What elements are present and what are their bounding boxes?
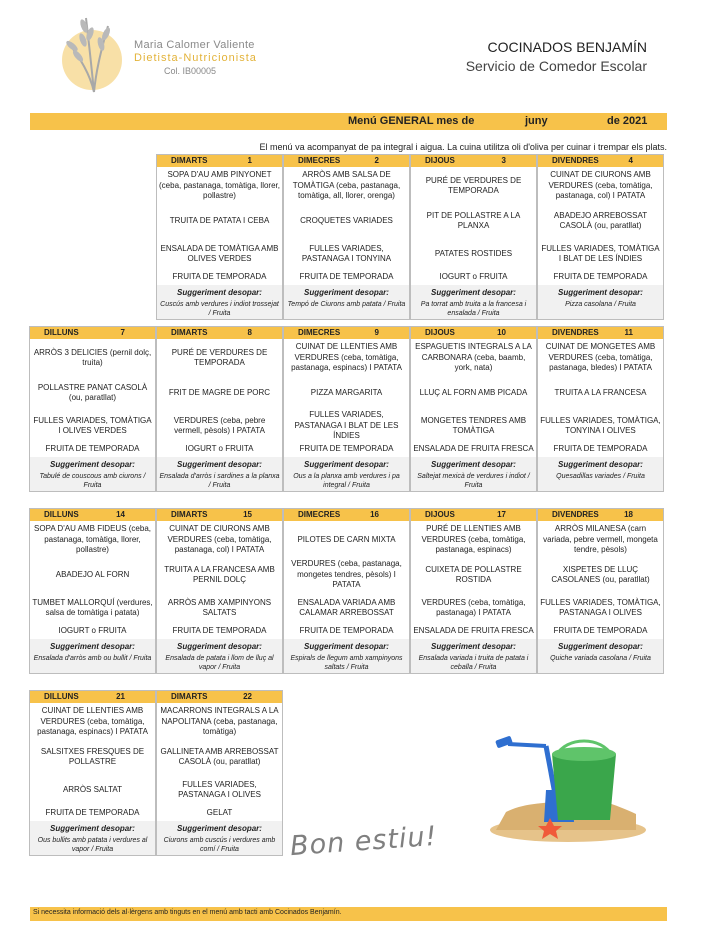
day-date: 17 bbox=[497, 510, 506, 519]
day-cell bbox=[157, 155, 282, 319]
dessert: FRUITA DE TEMPORADA bbox=[553, 443, 648, 453]
day-name: DIMECRES bbox=[298, 156, 341, 165]
day-date: 1 bbox=[247, 156, 252, 165]
dinner-suggestion-label: Suggeriment desopar: bbox=[431, 460, 516, 469]
dinner-suggestion-text: Cuscús amb verdures i indiot trossejat / Fruita bbox=[160, 301, 279, 317]
dinner-suggestion-label: Suggeriment desopar: bbox=[304, 642, 389, 651]
dessert: IOGURT o FRUITA bbox=[58, 625, 127, 635]
day-cell bbox=[284, 155, 409, 319]
dinner-suggestion-label: Suggeriment desopar: bbox=[50, 642, 135, 651]
menu-month: juny bbox=[525, 115, 548, 127]
dinner-suggestion-label: Suggeriment desopar: bbox=[177, 642, 262, 651]
company-service: Servicio de Comedor Escolar bbox=[465, 58, 647, 74]
side-dish: ARRÒS AMB XAMPINYONS SALTATS bbox=[167, 597, 272, 617]
dinner-suggestion-label: Suggeriment desopar: bbox=[558, 288, 643, 297]
dinner-suggestion bbox=[411, 457, 536, 491]
day-date: 16 bbox=[370, 510, 379, 519]
side-dish: FULLES VARIADES, TOMÀTIGA, PASTANAGA I OLIVES bbox=[540, 597, 661, 617]
day-cell bbox=[538, 155, 663, 319]
dessert: FRUITA DE TEMPORADA bbox=[172, 625, 267, 635]
first-course: PILOTES DE CARN MIXTA bbox=[297, 534, 396, 544]
dinner-suggestion-text: Ous a la planxa amb verdures i pa integral / Fruita bbox=[293, 473, 400, 489]
day-header bbox=[538, 509, 663, 521]
day-date: 21 bbox=[116, 692, 125, 701]
dinner-suggestion-text: Ensalada d'arròs i sardines a la planxa / Fruita bbox=[159, 473, 280, 489]
side-dish: FULLES VARIADES, PASTANAGA I TONYINA bbox=[301, 243, 392, 263]
day-date: 7 bbox=[120, 328, 125, 337]
day-name: DILLUNS bbox=[44, 510, 79, 519]
first-course: PURÉ DE VERDURES DE TEMPORADA bbox=[425, 175, 522, 195]
dessert: ENSALADA DE FRUITA FRESCA bbox=[413, 443, 534, 453]
first-course: SOPA D'AU AMB FIDEUS (ceba, pastanaga, tomàtiga, llorer, pollastre) bbox=[34, 524, 151, 555]
second-course: LLUÇ AL FORN AMB PICADA bbox=[419, 387, 528, 397]
day-header bbox=[411, 509, 536, 521]
day-cell bbox=[538, 509, 663, 673]
dessert: FRUITA DE TEMPORADA bbox=[553, 625, 648, 635]
side-dish: FULLES VARIADES, TOMÀTIGA, TONYINA I OLIVES bbox=[540, 415, 661, 435]
second-course: CROQUETES VARIADES bbox=[300, 215, 393, 225]
dinner-suggestion-text: Tempó de Ciurons amb patata / Fruita bbox=[287, 301, 406, 308]
dinner-suggestion-text: Ensalada variada i truita de patata i ceballa / Fruita bbox=[418, 655, 529, 671]
side-dish: FULLES VARIADES, TOMÀTIGA I BLAT DE LES ÍNDIES bbox=[541, 243, 660, 263]
first-course: CUINAT DE CIURONS AMB VERDURES (ceba, tomàtiga, pastanaga, col) I PATATA bbox=[548, 170, 653, 201]
day-header bbox=[538, 327, 663, 339]
dessert: GELAT bbox=[206, 807, 233, 817]
logo-college: Col. IB00005 bbox=[164, 66, 217, 76]
dessert: FRUITA DE TEMPORADA bbox=[45, 807, 140, 817]
second-course: FRIT DE MAGRE DE PORC bbox=[168, 387, 271, 397]
second-course: TRUITA DE PATATA I CEBA bbox=[169, 215, 270, 225]
day-name: DILLUNS bbox=[44, 692, 79, 701]
dinner-suggestion bbox=[157, 821, 282, 855]
dinner-suggestion-text: Espirals de llegum amb xampinyons saltats / Fruita bbox=[290, 655, 403, 671]
dessert: FRUITA DE TEMPORADA bbox=[299, 443, 394, 453]
day-name: DIJOUS bbox=[425, 510, 455, 519]
second-course: VERDURES (ceba, pastanaga, mongetes tendres, pèsols) I PATATA bbox=[291, 559, 402, 590]
day-cell bbox=[30, 509, 155, 673]
day-cell bbox=[411, 327, 536, 491]
first-course: ARRÒS MILANESA (carn variada, pebre vermell, mongeta tendre, pèsols) bbox=[543, 524, 658, 555]
dinner-suggestion bbox=[157, 457, 282, 491]
day-header bbox=[157, 155, 282, 167]
day-header bbox=[30, 691, 155, 703]
dessert: FRUITA DE TEMPORADA bbox=[299, 625, 394, 635]
first-course: SOPA D'AU AMB PINYONET (ceba, pastanaga, tomàtiga, llorer, pollastre) bbox=[159, 170, 280, 201]
day-cell bbox=[284, 327, 409, 491]
logo-name: Maria Calomer Valiente bbox=[134, 39, 255, 51]
dinner-suggestion-text: Tabulé de couscous amb ciurons / Fruita bbox=[39, 473, 146, 489]
beach-bucket-icon bbox=[486, 734, 646, 844]
dessert: FRUITA DE TEMPORADA bbox=[299, 271, 394, 281]
side-dish: MONGETES TENDRES AMB TOMÀTIGA bbox=[420, 415, 527, 435]
day-header bbox=[284, 327, 409, 339]
day-name: DIMARTS bbox=[171, 510, 208, 519]
second-course: TRUITA A LA FRANCESA AMB PERNIL DOLÇ bbox=[164, 564, 275, 584]
day-cell bbox=[411, 155, 536, 319]
dinner-suggestion bbox=[284, 285, 409, 319]
dinner-suggestion-label: Suggeriment desopar: bbox=[304, 460, 389, 469]
first-course: CUINAT DE LLENTIES AMB VERDURES (ceba, tomàtiga, pastanaga, espinacs) I PATATA bbox=[291, 342, 402, 373]
day-name: DIMECRES bbox=[298, 328, 341, 337]
dinner-suggestion bbox=[538, 639, 663, 673]
company-block bbox=[466, 38, 647, 76]
day-date: 8 bbox=[247, 328, 252, 337]
dessert: FRUITA DE TEMPORADA bbox=[172, 271, 267, 281]
first-course: ARRÒS AMB SALSA DE TOMÀTIGA (ceba, pastanaga, tomàtiga, all, llorer, orenga) bbox=[292, 170, 401, 201]
day-date: 3 bbox=[501, 156, 506, 165]
dinner-suggestion-text: Ensalada d'arròs amb ou bullit / Fruita bbox=[33, 655, 152, 662]
dinner-suggestion bbox=[538, 285, 663, 319]
dinner-suggestion-text: Pa torrat amb truita a la francesa i ensalada / Fruita bbox=[420, 301, 527, 317]
dinner-suggestion bbox=[157, 639, 282, 673]
first-course: CUINAT DE MONGETES AMB VERDURES (ceba, tomàtiga, pastanaga, bledes) I PATATA bbox=[545, 342, 656, 373]
day-cell bbox=[30, 327, 155, 491]
dinner-suggestion bbox=[30, 821, 155, 855]
day-cell bbox=[30, 691, 155, 855]
day-header bbox=[411, 327, 536, 339]
day-date: 9 bbox=[374, 328, 379, 337]
second-course: PIT DE POLLASTRE A LA PLANXA bbox=[426, 210, 521, 230]
day-name: DIMARTS bbox=[171, 328, 208, 337]
day-date: 10 bbox=[497, 328, 506, 337]
day-header bbox=[411, 155, 536, 167]
first-course: CUINAT DE CIURONS AMB VERDURES (ceba, tomàtiga, pastanaga, col) I PATATA bbox=[167, 524, 272, 555]
dinner-suggestion-text: Ensalada de patata i llom de lluç al vapor / Fruita bbox=[165, 655, 274, 671]
day-cell bbox=[411, 509, 536, 673]
side-dish: ARRÒS SALTAT bbox=[62, 784, 123, 794]
menu-title-bar bbox=[30, 113, 667, 130]
dinner-suggestion-label: Suggeriment desopar: bbox=[558, 460, 643, 469]
second-course: XISPETES DE LLUÇ CASOLANES (ou, paratllat) bbox=[551, 564, 650, 584]
first-course: ESPAGUETIS INTEGRALS A LA CARBONARA (ceba, baamb, york, nata) bbox=[415, 342, 532, 373]
first-course: ARRÒS 3 DELICIES (pernil dolç, truita) bbox=[33, 347, 152, 367]
footer-note: Si necessita informació dels al·lèrgens amb tinguts en el menú amb tacti amb Cocinados Benjamín. bbox=[33, 909, 342, 916]
day-name: DIMECRES bbox=[298, 510, 341, 519]
day-header bbox=[284, 155, 409, 167]
farewell-text: Bon estiu! bbox=[289, 820, 439, 863]
second-course: SALSITXES FRESQUES DE POLLASTRE bbox=[40, 746, 145, 766]
dinner-suggestion-label: Suggeriment desopar: bbox=[431, 642, 516, 651]
side-dish: FULLES VARIADES, TOMÀTIGA I OLIVES VERDES bbox=[33, 415, 152, 435]
day-header bbox=[284, 509, 409, 521]
company-name: COCINADOS BENJAMÍN bbox=[487, 39, 647, 55]
second-course: ABADEJO ARREBOSSAT CASOLÀ (ou, paratllat) bbox=[553, 210, 648, 230]
first-course: CUINAT DE LLENTIES AMB VERDURES (ceba, tomàtiga, pastanaga, espinacs) I PATATA bbox=[37, 706, 148, 737]
dinner-suggestion-text: Ciurons amb cuscús i verdures amb comí / Fruita bbox=[163, 837, 276, 853]
second-course: POLLASTRE PANAT CASOLÀ (ou, paratllat) bbox=[37, 382, 148, 402]
dinner-suggestion-label: Suggeriment desopar: bbox=[177, 824, 262, 833]
day-name: DIMARTS bbox=[171, 156, 208, 165]
logo-title: Dietista-Nutricionista bbox=[134, 52, 257, 64]
dinner-suggestion bbox=[284, 639, 409, 673]
day-header bbox=[30, 327, 155, 339]
side-dish: TUMBET MALLORQUÍ (verdures, salsa de tomàtiga i patata) bbox=[32, 597, 153, 617]
footer-bar bbox=[30, 907, 667, 921]
day-name: DIVENDRES bbox=[552, 156, 599, 165]
dessert: IOGURT o FRUITA bbox=[185, 443, 254, 453]
second-course: GALLINETA AMB ARREBOSSAT CASOLÀ (ou, paratllat) bbox=[160, 746, 279, 766]
first-course: PURÉ DE VERDURES DE TEMPORADA bbox=[171, 347, 268, 367]
side-dish: ENSALADA DE TOMÀTIGA AMB OLIVES VERDES bbox=[160, 243, 279, 263]
first-course: PURÉ DE LLENTIES AMB VERDURES (ceba, tomàtiga, pastanaga, espinacs) bbox=[421, 524, 526, 555]
dinner-suggestion-label: Suggeriment desopar: bbox=[177, 460, 262, 469]
side-dish: ENSALADA VARIADA AMB CALAMAR ARREBOSSAT bbox=[297, 597, 396, 617]
dinner-suggestion-label: Suggeriment desopar: bbox=[431, 288, 516, 297]
dessert: IOGURT o FRUITA bbox=[439, 271, 508, 281]
dinner-suggestion-label: Suggeriment desopar: bbox=[50, 460, 135, 469]
day-header bbox=[157, 691, 282, 703]
day-date: 15 bbox=[243, 510, 252, 519]
menu-year: de 2021 bbox=[607, 115, 648, 127]
dinner-suggestion-text: Saltejat mexicà de verdures i indiot / Fruita bbox=[417, 473, 530, 489]
day-name: DIVENDRES bbox=[552, 510, 599, 519]
dinner-suggestion bbox=[411, 639, 536, 673]
day-header bbox=[538, 155, 663, 167]
second-course: PIZZA MARGARITA bbox=[310, 387, 383, 397]
dinner-suggestion bbox=[30, 457, 155, 491]
dessert: FRUITA DE TEMPORADA bbox=[45, 443, 140, 453]
day-name: DILLUNS bbox=[44, 328, 79, 337]
dinner-suggestion-label: Suggeriment desopar: bbox=[50, 824, 135, 833]
menu-intro: El menú va acompanyat de pa integral i aigua. La cuina utilitza oli d'oliva per cuinar i trempar els plats. bbox=[259, 142, 667, 152]
dinner-suggestion bbox=[411, 285, 536, 319]
day-header bbox=[30, 509, 155, 521]
day-cell bbox=[284, 509, 409, 673]
day-cell bbox=[157, 509, 282, 673]
day-cell bbox=[157, 691, 282, 855]
dinner-suggestion-text: Pizza casolana / Fruita bbox=[565, 301, 636, 308]
dinner-suggestion bbox=[157, 285, 282, 319]
side-dish: FULLES VARIADES, PASTANAGA I OLIVES bbox=[178, 779, 261, 799]
second-course: ABADEJO AL FORN bbox=[55, 569, 130, 579]
first-course: MACARRONS INTEGRALS A LA NAPOLITANA (ceba, pastanaga, tomàtiga) bbox=[160, 706, 279, 737]
day-header bbox=[157, 509, 282, 521]
dinner-suggestion-label: Suggeriment desopar: bbox=[304, 288, 389, 297]
wheat-logo-icon bbox=[56, 12, 132, 94]
dinner-suggestion-text: Quiche variada casolana / Fruita bbox=[550, 655, 651, 662]
dessert: ENSALADA DE FRUITA FRESCA bbox=[413, 625, 534, 635]
menu-title: Menú GENERAL mes de bbox=[348, 115, 475, 127]
second-course: CUIXETA DE POLLASTRE ROSTIDA bbox=[425, 564, 522, 584]
day-date: 18 bbox=[624, 510, 633, 519]
dinner-suggestion-label: Suggeriment desopar: bbox=[177, 288, 262, 297]
day-name: DIMARTS bbox=[171, 692, 208, 701]
side-dish: PATATES ROSTIDES bbox=[434, 248, 513, 258]
day-name: DIVENDRES bbox=[552, 328, 599, 337]
day-header bbox=[157, 327, 282, 339]
day-date: 11 bbox=[624, 328, 633, 337]
dinner-suggestion bbox=[30, 639, 155, 673]
dinner-suggestion-label: Suggeriment desopar: bbox=[558, 642, 643, 651]
dinner-suggestion-text: Quesadillas variades / Fruita bbox=[556, 473, 645, 480]
dessert: FRUITA DE TEMPORADA bbox=[553, 271, 648, 281]
dinner-suggestion bbox=[538, 457, 663, 491]
day-cell bbox=[157, 327, 282, 491]
logo bbox=[56, 12, 286, 94]
side-dish: VERDURES (ceba, tomàtiga, pastanaga) I PATATA bbox=[421, 597, 526, 617]
side-dish: FULLES VARIADES, PASTANAGA I BLAT DE LES ÍNDIES bbox=[294, 410, 399, 441]
second-course: TRUITA A LA FRANCESA bbox=[554, 387, 647, 397]
side-dish: VERDURES (ceba, pebre vermell, pèsols) I PATATA bbox=[173, 415, 266, 435]
day-date: 4 bbox=[628, 156, 633, 165]
dinner-suggestion-text: Ous bullits amb patata i verdures al vapor / Fruita bbox=[37, 837, 148, 853]
day-cell bbox=[538, 327, 663, 491]
day-date: 14 bbox=[116, 510, 125, 519]
day-name: DIJOUS bbox=[425, 328, 455, 337]
day-date: 22 bbox=[243, 692, 252, 701]
day-date: 2 bbox=[374, 156, 379, 165]
day-name: DIJOUS bbox=[425, 156, 455, 165]
dinner-suggestion bbox=[284, 457, 409, 491]
